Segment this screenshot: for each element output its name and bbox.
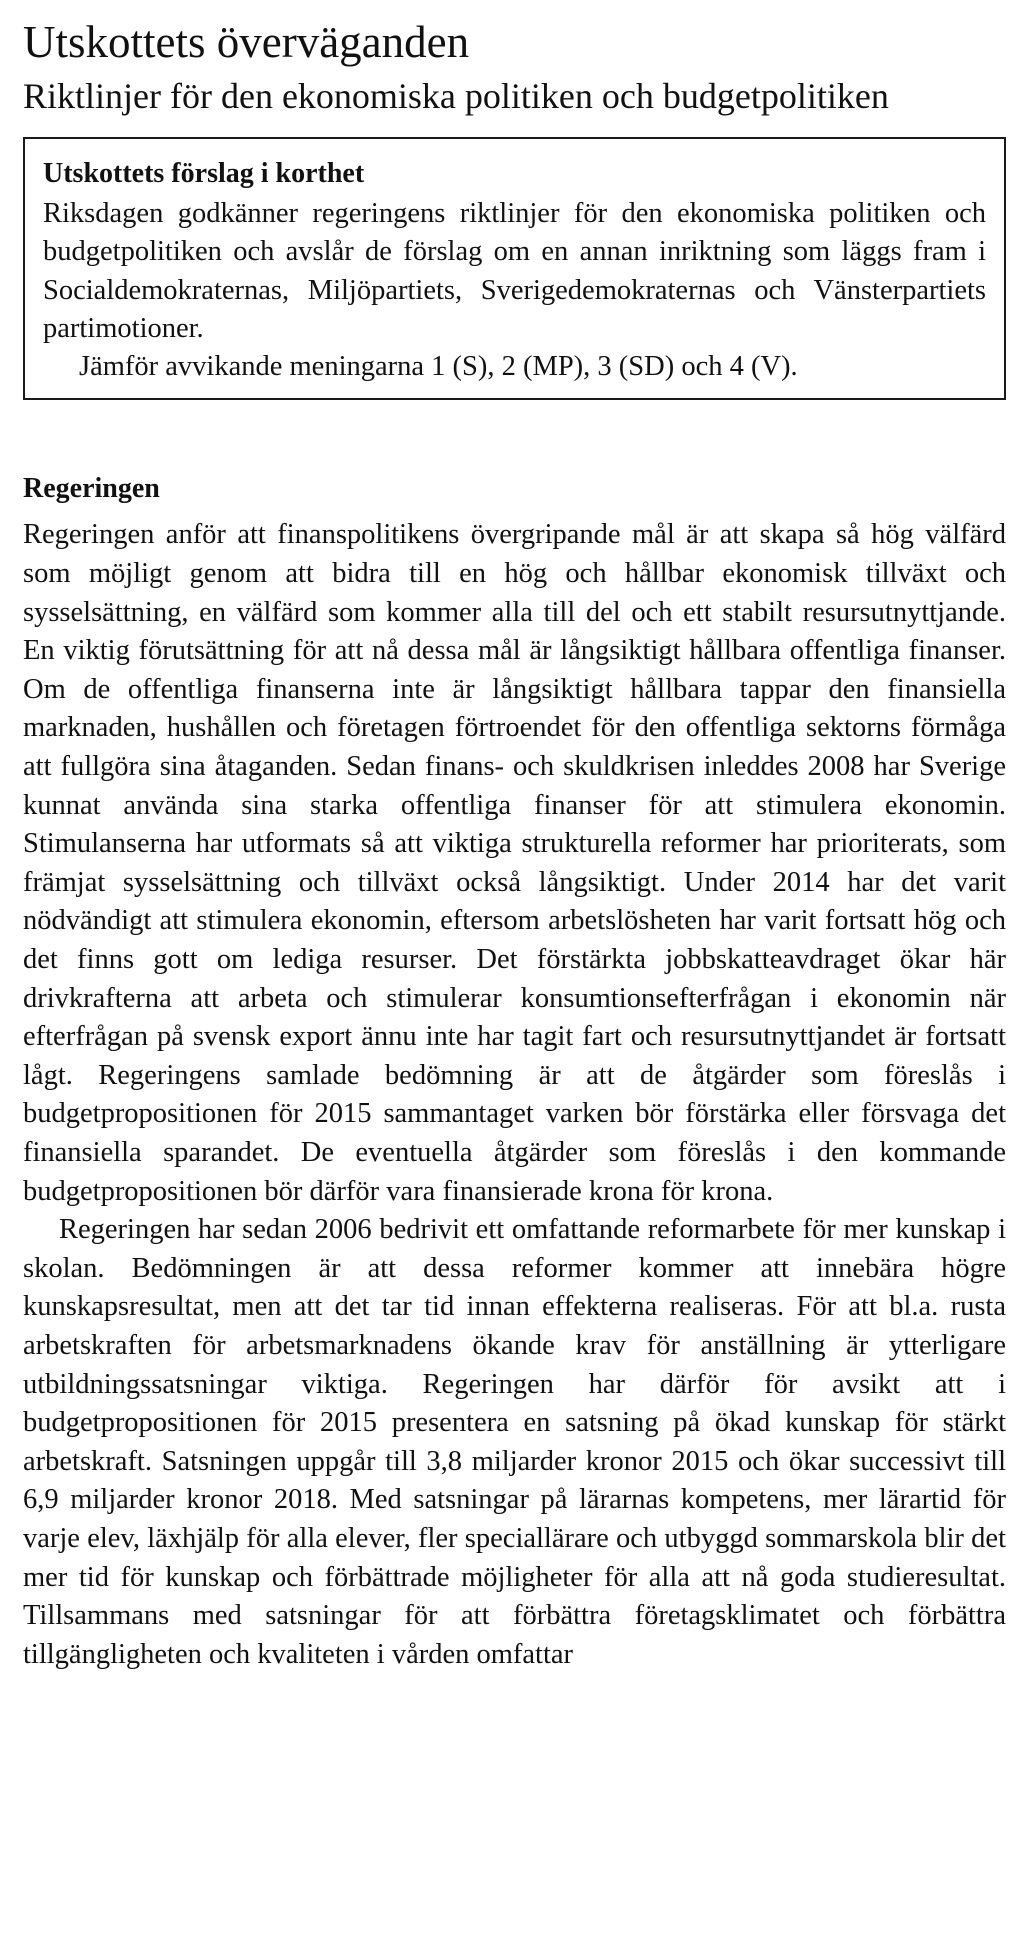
summary-dissent-reference: Jämför avvikande meningarna 1 (S), 2 (MP), 3 (SD) och 4 (V). bbox=[79, 351, 798, 383]
page-subtitle: Riktlinjer för den ekonomiska politiken och budgetpolitiken bbox=[23, 76, 889, 116]
section-body bbox=[23, 516, 1006, 1674]
section-heading: Regeringen bbox=[23, 473, 160, 505]
page-title: Utskottets överväganden bbox=[23, 17, 470, 67]
summary-heading: Utskottets förslag i korthet bbox=[43, 158, 365, 189]
body-paragraph-1: Regeringen anför att finanspolitikens övergripande mål är att skapa så hög välfärd som möjligt genom att bidra till en hög och hållbar ekonomisk tillväxt och sysselsättning, en välfärd som kommer alla till del och ett stabilt resursutnyttjande. En viktig förutsättning för att nå dessa mål är långsiktigt hållbara offentliga finanser. Om de offentliga finanserna inte är långsiktigt hållbara tappar den finansiella marknaden, hushållen och företagen förtroendet för den offentliga sektorns förmåga att fullgöra sina åtaganden. Sedan finans- och skuldkrisen inleddes 2008 har Sverige kunnat använda sina starka offentliga finanser för att stimulera ekonomin. Stimulanserna har utformats så att viktiga strukturella reformer har prioriterats, som främjat sysselsättning och tillväxt också långsiktigt. Under 2014 har det varit nödvändigt att stimulera ekonomin, eftersom arbetslösheten har varit fortsatt hög och det finns gott om lediga resurser. Det förstärkta jobbskatteavdraget ökar här drivkrafterna att arbeta och stimulerar konsumtionsefterfrågan i ekonomin när efterfrågan på svensk export ännu inte har tagit fart och resursutnyttjandet är fortsatt lågt. Regeringens samlade bedömning är att de åtgärder som föreslås i budgetpropositionen för 2015 sammantaget varken bör förstärka eller försvaga det finansiella sparandet. De eventuella åtgärder som föreslås i den kommande budgetpropositionen bör därför vara finansierade krona för krona. bbox=[23, 519, 1006, 1207]
document-page bbox=[23, 14, 1006, 1674]
summary-paragraph: Riksdagen godkänner regeringens riktlinjer för den ekonomiska politiken och budgetpolitiken och avslår de förslag om en annan inriktning som läggs fram i Socialdemokraternas, Miljöpartiets, Sverigedemokraternas och Vänsterpartiets partimotioner. bbox=[43, 198, 986, 344]
body-paragraph-2: Regeringen har sedan 2006 bedrivit ett omfattande reformarbete för mer kunskap i skolan. Bedömningen är att dessa reformer kommer att innebära högre kunskapsresultat, men att det tar tid innan effekterna realiseras. För att bl.a. rusta arbetskraften för arbetsmarknadens ökande krav för anställning är ytterligare utbildningssatsningar viktiga. Regeringen har därför för avsikt att i budgetpropositionen för 2015 presentera en satsning på ökad kunskap för stärkt arbetskraft. Satsningen uppgår till 3,8 miljarder kronor 2015 och ökar successivt till 6,9 miljarder kronor 2018. Med satsningar på lärarnas kompetens, mer lärartid för varje elev, läxhjälp för alla elever, fler speciallärare och utbyggd sommarskola blir det mer tid för kunskap och förbättrade möjligheter för alla att nå goda studieresultat. Tillsammans med satsningar för att förbättra företagsklimatet och förbättra tillgängligheten och kvaliteten i vården omfattar bbox=[23, 1214, 1006, 1670]
summary-box bbox=[23, 137, 1006, 400]
